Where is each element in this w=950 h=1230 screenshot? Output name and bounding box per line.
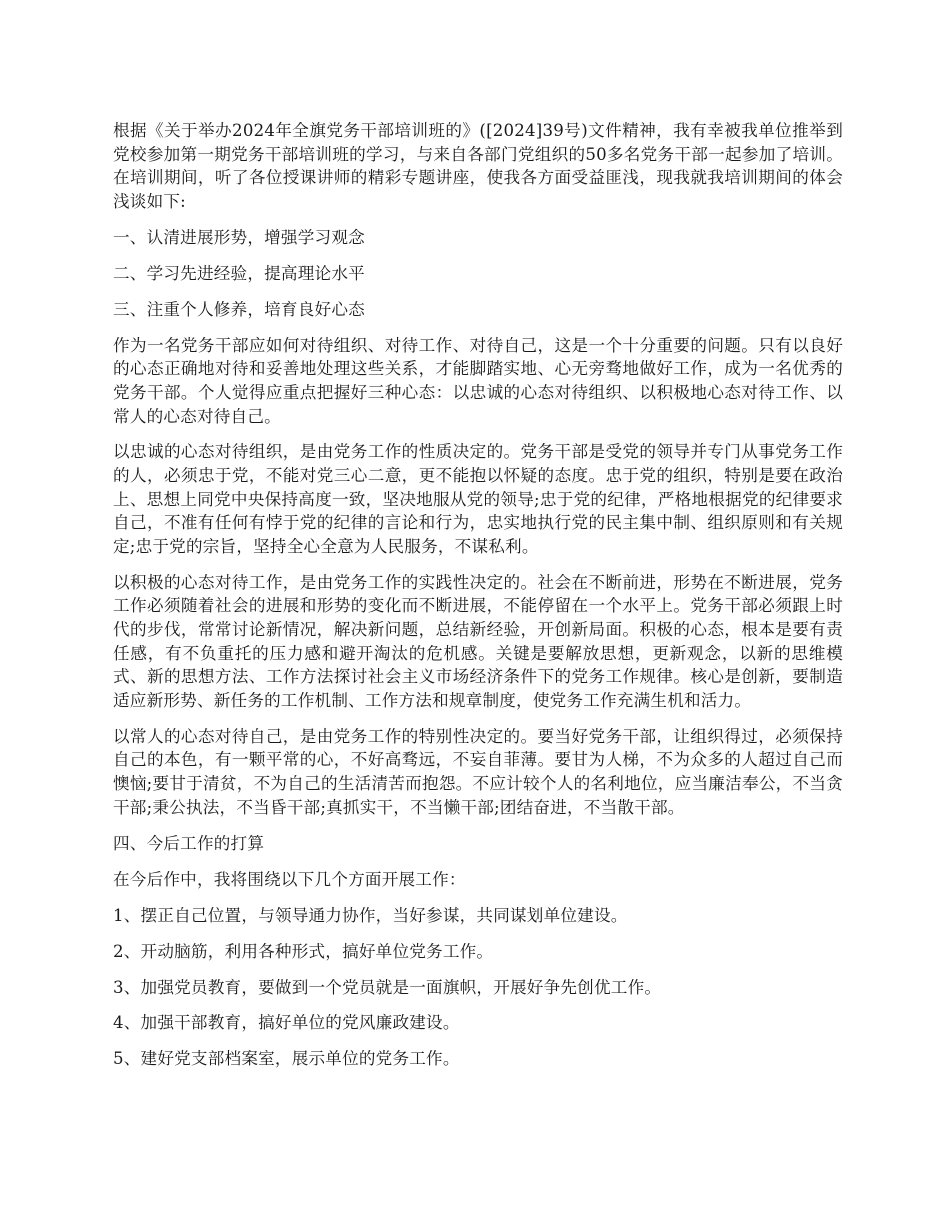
list-item: 5、建好党支部档案室，展示单位的党务工作。: [113, 1049, 460, 1069]
body-paragraph: 以积极的心态对待工作，是由党务工作的实践性决定的。社会在不断前进，形势在不断进展，党务工作必须随着社会的进展和形势的变化而不断进展，不能停留在一个水平上。党务干部必须跟上时代的步伐，常常讨论新情况，解决新问题，总结新经验，开创新局面。积极的心态，根本是要有责任感，有不负重托的压力感和避开淘汰的危机感。关键是要解放思想，更新观念，以新的思维模式、新的思想方法、工作方法探讨社会主义市场经济条件下的党务工作规律。核心是创新，要制造适应新形势、新任务的工作机制、工作方法和规章制度，使党务工作充满生机和活力。: [113, 572, 843, 710]
list-item: 1、摆正自己位置，与领导通力协作，当好参谋，共同谋划单位建设。: [113, 905, 628, 925]
body-paragraph: 以常人的心态对待自己，是由党务工作的特别性决定的。要当好党务干部，让组织得过，必须保持自己的本色，有一颗平常的心，不好高骛远，不妄自菲薄。要甘为人梯，不为众多的人超过自己而懊恼;要甘于清贫，不为自己的生活清苦而抱怨。不应计较个人的名利地位，应当廉洁奉公，不当贪干部;秉公执法，不当昏干部;真抓实干，不当懒干部;团结奋进，不当散干部。: [113, 726, 843, 817]
section-heading-4: 四、今后工作的打算: [113, 833, 265, 853]
section-heading-2: 二、学习先进经验，提高理论水平: [113, 263, 365, 283]
body-paragraph: 以忠诚的心态对待组织，是由党务工作的性质决定的。党务干部是受党的领导并专门从事党务工作的人，必须忠于党，不能对党三心二意，更不能抱以怀疑的态度。忠于党的组织，特别是要在政治上、思想上同党中央保持高度一致，坚决地服从党的领导;忠于党的纪律，严格地根据党的纪律要求自己，不准有任何有悖于党的纪律的言论和行为，忠实地执行党的民主集中制、组织原则和有关规定;忠于党的宗旨，坚持全心全意为人民服务，不谋私利。: [113, 442, 843, 556]
list-intro: 在今后作中，我将围绕以下几个方面开展工作：: [113, 869, 466, 889]
document-body: [113, 119, 843, 1083]
list-item: 4、加强干部教育，搞好单位的党风廉政建设。: [113, 1013, 460, 1033]
intro-paragraph: 根据《关于举办2024年全旗党务干部培训班的》([2024]39号)文件精神，我有幸被我单位推举到党校参加第一期党务干部培训班的学习，与来自各部门党组织的50多名党务干部一起参加了培训。在培训期间，听了各位授课讲师的精彩专题讲座，使我各方面受益匪浅，现我就我培训期间的体会浅谈如下:: [113, 121, 843, 211]
list-item: 2、开动脑筋，利用各种形式，搞好单位党务工作。: [113, 941, 494, 961]
body-paragraph: 作为一名党务干部应如何对待组织、对待工作、对待自己，这是一个十分重要的问题。只有以良好的心态正确地对待和妥善地处理这些关系，才能脚踏实地、心无旁骛地做好工作，成为一名优秀的党务干部。个人觉得应重点把握好三种心态：以忠诚的心态对待组织、以积极地心态对待工作、以常人的心态对待自己。: [113, 335, 843, 426]
section-heading-3: 三、注重个人修养，培育良好心态: [113, 299, 365, 319]
section-heading-1: 一、认清进展形势，增强学习观念: [113, 227, 365, 247]
list-item: 3、加强党员教育，要做到一个党员就是一面旗帜，开展好争先创优工作。: [113, 977, 662, 997]
